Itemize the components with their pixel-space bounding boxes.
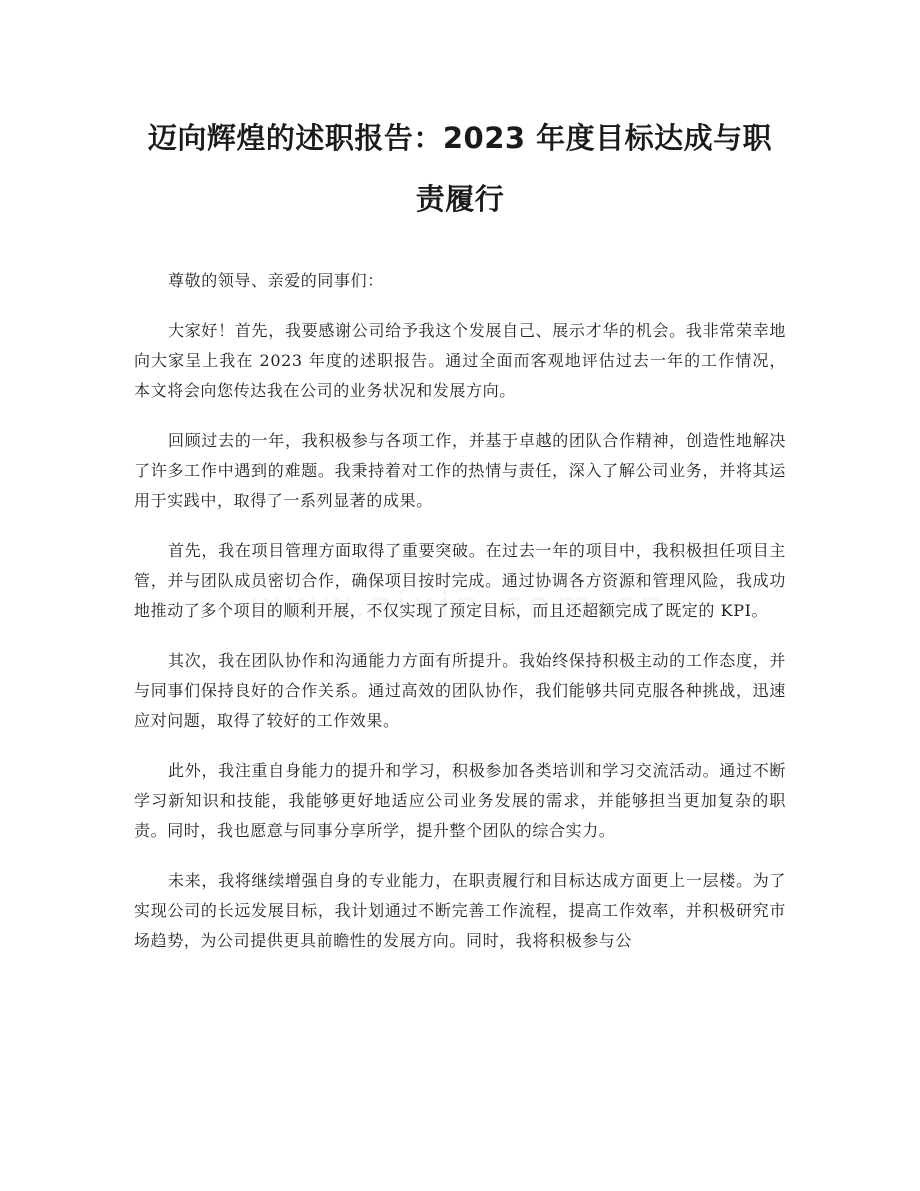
paragraph-future: 未来，我将继续增强自身的专业能力，在职责履行和目标达成方面更上一层楼。为了实现公司的长远发展目标，我计划通过不断完善工作流程，提高工作效率，并积极研究市场趋势，为公司提供更具前瞻性的发展方向。同时，我将积极参与公 xyxy=(134,871,786,950)
paragraph-review: 回顾过去的一年，我积极参与各项工作，并基于卓越的团队合作精神，创造性地解决了许多工作中遇到的难题。我秉持着对工作的热情与责任，深入了解公司业务，并将其运用于实践中，取得了一系列显著的成果。 xyxy=(134,431,786,510)
salutation: 尊敬的领导、亲爱的同事们： xyxy=(168,271,384,290)
paragraph-learning: 此外，我注重自身能力的提升和学习，积极参加各类培训和学习交流活动。通过不断学习新知识和技能，我能够更好地适应公司业务发展的需求，并能够担当更加复杂的职责。同时，我也愿意与同事分享所学，提升整个团队的综合实力。 xyxy=(134,761,786,840)
paragraph-teamwork: 其次，我在团队协作和沟通能力方面有所提升。我始终保持积极主动的工作态度，并与同事们保持良好的合作关系。通过高效的团队协作，我们能够共同克服各种挑战，迅速应对问题，取得了较好的工作效果。 xyxy=(134,651,786,730)
paragraph-intro: 大家好！首先，我要感谢公司给予我这个发展自己、展示才华的机会。我非常荣幸地向大家呈上我在 2023 年度的述职报告。通过全面而客观地评估过去一年的工作情况，本文将会向您传达我在公司的业务状况和发展方向。 xyxy=(134,321,786,400)
paragraph-project-management: 首先，我在项目管理方面取得了重要突破。在过去一年的项目中，我积极担任项目主管，并与团队成员密切合作，确保项目按时完成。通过协调各方资源和管理风险，我成功地推动了多个项目的顺利开展，不仅实现了预定目标，而且还超额完成了既定的 KPI。 xyxy=(134,541,786,620)
document-body xyxy=(134,266,786,956)
document-title: 迈向辉煌的述职报告：2023 年度目标达成与职责履行 xyxy=(147,121,773,216)
